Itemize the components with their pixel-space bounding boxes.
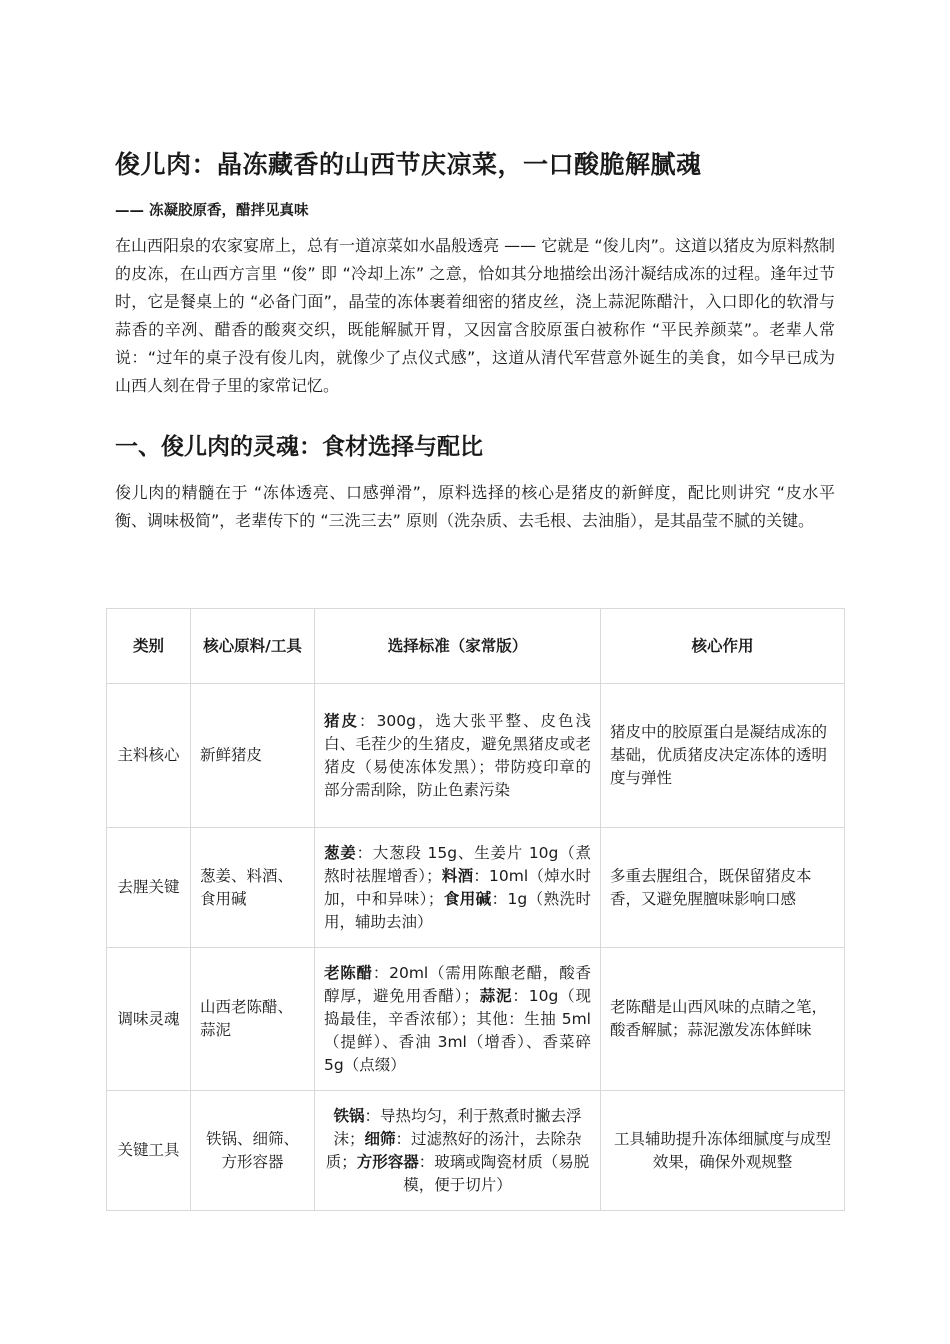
header-standard: 选择标准（家常版）	[315, 609, 601, 684]
standard-text: ：大葱段 15g、生姜片 10g（煮熬时祛腥增香）；	[324, 843, 591, 885]
standard-text: ：10g（现捣最佳，辛香浓郁）；其他：生抽 5ml（提鲜）、香油 3ml（增香）、香菜碎 5g（点缀）	[324, 986, 591, 1074]
cell-standard	[315, 684, 601, 828]
standard-term: 葱姜	[324, 843, 357, 862]
cell-category: 主料核心	[107, 684, 191, 828]
cell-material: 新鲜猪皮	[191, 684, 315, 828]
article	[115, 145, 835, 535]
ingredients-table	[106, 608, 845, 1211]
header-category: 类别	[107, 609, 191, 684]
section-heading: 一、俊儿肉的灵魂：食材选择与配比	[115, 434, 483, 460]
standard-text: ：300g，选大张平整、皮色浅白、毛茬少的生猪皮，避免黑猪皮或老猪皮（易使冻体发黑）；带防疫印章的部分需刮除，防止色素污染	[324, 711, 591, 799]
cell-category: 去腥关键	[107, 828, 191, 948]
cell-material: 山西老陈醋、蒜泥	[191, 948, 315, 1091]
table-row	[107, 828, 845, 948]
cell-standard	[315, 828, 601, 948]
article-subtitle: —— 冻凝胶原香，醋拌见真味	[115, 203, 309, 219]
standard-term: 料酒	[441, 866, 474, 885]
standard-term: 老陈醋	[324, 963, 373, 982]
standard-text: ：导热均匀，利于熬煮时撇去浮沫；	[333, 1106, 582, 1148]
standard-term: 食用碱	[443, 889, 492, 908]
cell-role: 猪皮中的胶原蛋白是凝结成冻的基础，优质猪皮决定冻体的透明度与弹性	[601, 684, 845, 828]
table-row	[107, 684, 845, 828]
table-row	[107, 1091, 845, 1211]
standard-term: 蒜泥	[478, 986, 513, 1005]
standard-text: ：玻璃或陶瓷材质（易脱模，便于切片）	[403, 1152, 590, 1194]
standard-text: ：过滤熬好的汤汁，去除杂质；	[325, 1129, 582, 1171]
section-paragraph: 俊儿肉的精髓在于 “冻体透亮、口感弹滑”，原料选择的核心是猪皮的新鲜度，配比则讲究 “皮水平衡、调味极简”，老辈传下的 “三洗三去” 原则（洗杂质、去毛根、去油脂），是其晶莹不腻的关键。	[115, 483, 835, 530]
cell-category: 关键工具	[107, 1091, 191, 1211]
cell-role: 老陈醋是山西风味的点睛之笔，酸香解腻；蒜泥激发冻体鲜味	[601, 948, 845, 1091]
cell-material: 铁锅、细筛、方形容器	[191, 1091, 315, 1211]
standard-text: ：10ml（焯水时加，中和异味）；	[324, 866, 591, 908]
table-row	[107, 948, 845, 1091]
header-material: 核心原料/工具	[191, 609, 315, 684]
cell-material: 葱姜、料酒、食用碱	[191, 828, 315, 948]
article-title: 俊儿肉：晶冻藏香的山西节庆凉菜，一口酸脆解腻魂	[115, 150, 702, 179]
standard-term: 猪皮	[324, 711, 360, 730]
standard-term: 铁锅	[333, 1106, 365, 1125]
intro-paragraph: 在山西阳泉的农家宴席上，总有一道凉菜如水晶般透亮 —— 它就是 “俊儿肉”。这道以猪皮为原料熬制的皮冻，在山西方言里 “俊” 即 “冷却上冻” 之意，恰如其分地描绘出汤汁凝结成冻的过程。逢年过节时，它是餐桌上的 “必备门面”，晶莹的冻体裹着细密的猪皮丝，浇上蒜泥陈醋汁，入口即化的软滑与蒜香的辛冽、醋香的酸爽交织，既能解腻开胃，又因富含胶原蛋白被称作 “平民养颜菜”。老辈人常说：“过年的桌子没有俊儿肉，就像少了点仪式感”，这道从清代军营意外诞生的美食，如今早已成为山西人刻在骨子里的家常记忆。	[115, 236, 835, 395]
cell-role: 工具辅助提升冻体细腻度与成型效果，确保外观规整	[601, 1091, 845, 1211]
standard-term: 方形容器	[356, 1152, 419, 1171]
standard-text: ：20ml（需用陈酿老醋，酸香醇厚，避免用香醋）；	[324, 963, 591, 1005]
standard-text: ：1g（熟洗时用，辅助去油）	[324, 889, 591, 931]
cell-role: 多重去腥组合，既保留猪皮本香，又避免腥膻味影响口感	[601, 828, 845, 948]
header-role: 核心作用	[601, 609, 845, 684]
cell-category: 调味灵魂	[107, 948, 191, 1091]
standard-term: 细筛	[364, 1129, 396, 1148]
cell-standard	[315, 948, 601, 1091]
cell-standard	[315, 1091, 601, 1211]
table-header-row	[107, 609, 845, 684]
